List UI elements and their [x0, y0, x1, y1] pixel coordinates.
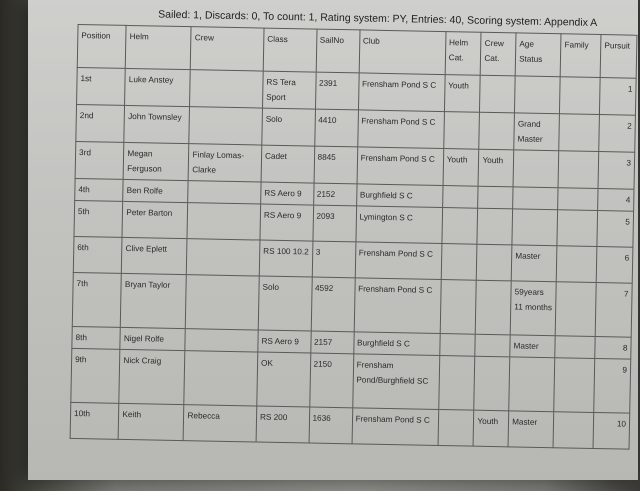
cell-crew-cat	[479, 112, 514, 150]
cell-class: RS 100 10.2	[259, 240, 312, 277]
cell-age-status	[513, 187, 559, 210]
cell-family	[555, 282, 596, 337]
cell-crew-cat: Youth	[478, 149, 513, 187]
cell-family	[555, 336, 595, 359]
cell-helm: Peter Barton	[122, 201, 188, 238]
header-club: Club	[359, 30, 446, 75]
header-class: Class	[263, 28, 316, 72]
cell-age-status	[515, 76, 561, 114]
cell-pursuit: 10	[593, 412, 629, 449]
cell-sailno: 4410	[314, 109, 358, 147]
header-helm: Helm	[126, 25, 192, 69]
cell-crew	[188, 181, 261, 204]
cell-club: Frensham Pond S C	[357, 110, 444, 149]
cell-crew-cat	[476, 280, 512, 335]
cell-crew	[186, 275, 260, 330]
cell-family	[557, 210, 598, 247]
cell-family	[553, 412, 594, 449]
cell-position: 1st	[77, 67, 126, 105]
cell-pursuit: 5	[597, 211, 633, 248]
cell-club: Burghfield S C	[353, 332, 440, 356]
cell-helm-cat	[440, 280, 477, 335]
cell-crew-cat	[474, 356, 510, 411]
cell-family	[559, 114, 600, 152]
header-crew: Crew	[191, 27, 264, 71]
cell-club: Frensham Pond S C	[355, 242, 442, 280]
header-crew-cat: Crew Cat.	[481, 32, 516, 76]
cell-helm: Megan Ferguson	[123, 142, 189, 180]
cell-class: RS Tera Sport	[262, 71, 315, 109]
cell-sailno: 8845	[314, 146, 358, 184]
cell-age-status	[509, 357, 555, 412]
cell-club: Frensham Pond S C	[352, 408, 439, 446]
cell-pursuit: 3	[598, 152, 634, 190]
cell-helm-cat	[438, 356, 475, 411]
cell-age-status	[513, 150, 559, 188]
results-table	[70, 24, 638, 450]
cell-age-status: Grand Master	[514, 113, 560, 151]
header-age-status: Age Status	[515, 33, 561, 77]
cell-club: Lymington S C	[356, 206, 443, 244]
cell-position: 5th	[74, 200, 123, 237]
cell-pursuit: 4	[598, 189, 634, 212]
cell-class: Cadet	[261, 145, 314, 183]
cell-sailno: 2157	[310, 331, 353, 354]
cell-crew-cat: Youth	[473, 410, 508, 447]
cell-position: 8th	[72, 326, 121, 349]
cell-helm: Keith	[118, 403, 184, 440]
cell-sailno: 2152	[313, 183, 356, 206]
cell-class: RS Aero 9	[258, 330, 311, 353]
cell-sailno: 3	[312, 241, 356, 278]
cell-pursuit: 6	[596, 247, 632, 284]
paper-sheet	[28, 0, 638, 480]
cell-club: Burghfield S C	[356, 184, 443, 208]
cell-helm: Ben Rolfe	[123, 179, 189, 202]
cell-crew	[185, 329, 258, 352]
cell-crew: Finlay Lomas-Clarke	[189, 144, 262, 182]
cell-helm-cat	[442, 208, 478, 245]
cell-helm-cat	[443, 112, 479, 150]
cell-age-status: Master	[510, 335, 556, 358]
cell-club: Frensham Pond S C	[354, 278, 441, 334]
cell-helm-cat	[442, 186, 478, 209]
cell-crew	[190, 70, 263, 108]
cell-helm: Luke Anstey	[125, 68, 191, 106]
cell-club: Frensham Pond S C	[357, 147, 444, 186]
cell-position: 4th	[75, 178, 124, 201]
cell-crew	[187, 239, 260, 276]
cell-position: 3rd	[75, 141, 124, 179]
cell-sailno: 1636	[309, 407, 353, 444]
cell-age-status: 59years 11 months	[510, 281, 556, 336]
cell-crew-cat	[477, 208, 512, 245]
cell-family	[558, 188, 598, 211]
cell-class: Solo	[258, 276, 312, 331]
cell-pursuit: 8	[595, 336, 631, 359]
cell-crew-cat	[475, 334, 510, 357]
cell-pursuit: 2	[599, 115, 635, 153]
cell-helm-cat: Youth	[443, 149, 479, 187]
cell-helm: Bryan Taylor	[121, 273, 187, 328]
header-family: Family	[560, 34, 601, 78]
cell-class: OK	[257, 352, 311, 407]
cell-club: Frensham Pond/Burghfield SC	[352, 354, 439, 410]
cell-helm: John Townsley	[124, 105, 190, 143]
results-sheet	[69, 2, 640, 491]
cell-class: RS 200	[256, 406, 309, 443]
cell-crew-cat	[477, 244, 512, 281]
cell-class: RS Aero 9	[260, 204, 313, 241]
cell-age-status: Master	[511, 245, 557, 282]
cell-position: 6th	[73, 236, 122, 273]
cell-helm-cat: Youth	[444, 75, 480, 113]
cell-club: Frensham Pond S C	[358, 73, 445, 112]
cell-helm: Nigel Rolfe	[120, 327, 186, 350]
cell-sailno: 2093	[312, 205, 356, 242]
cell-crew-cat	[478, 186, 513, 209]
cell-class: RS Aero 9	[261, 182, 314, 205]
cell-pursuit: 9	[594, 358, 631, 413]
cell-helm-cat	[440, 334, 476, 357]
cell-helm: Clive Eplett	[122, 237, 188, 274]
race-summary: Sailed: 1, Discards: 0, To count: 1, Rating system: PY, Entries: 40, Scoring system: Appendix A	[158, 8, 598, 29]
cell-position: 7th	[72, 272, 121, 327]
cell-sailno: 2391	[315, 72, 359, 110]
cell-crew	[187, 203, 260, 240]
header-pursuit: Pursuit	[600, 35, 637, 79]
cell-pursuit: 1	[600, 78, 636, 116]
cell-family	[560, 77, 601, 115]
cell-age-status	[512, 209, 558, 246]
cell-helm: Nick Craig	[119, 349, 185, 404]
cell-sailno: 4592	[311, 277, 355, 332]
cell-pursuit: 7	[595, 283, 632, 338]
cell-helm-cat	[441, 244, 477, 281]
cell-helm-cat	[438, 409, 474, 446]
cell-crew	[184, 351, 258, 406]
cell-crew-cat	[480, 75, 515, 113]
cell-family	[554, 358, 595, 413]
header-position: Position	[77, 25, 126, 69]
cell-position: 10th	[70, 402, 119, 439]
cell-family	[558, 151, 599, 189]
cell-crew: Rebecca	[184, 405, 257, 442]
cell-family	[557, 246, 598, 283]
cell-sailno: 2150	[309, 353, 353, 408]
cell-age-status: Master	[508, 411, 554, 448]
cell-crew	[189, 107, 262, 145]
cell-position: 9th	[71, 348, 120, 403]
header-sailno: SailNo	[316, 29, 360, 73]
cell-position: 2nd	[76, 104, 125, 142]
header-helm-cat: Helm Cat.	[445, 32, 482, 76]
results-body	[70, 67, 636, 449]
cell-class: Solo	[262, 108, 315, 146]
